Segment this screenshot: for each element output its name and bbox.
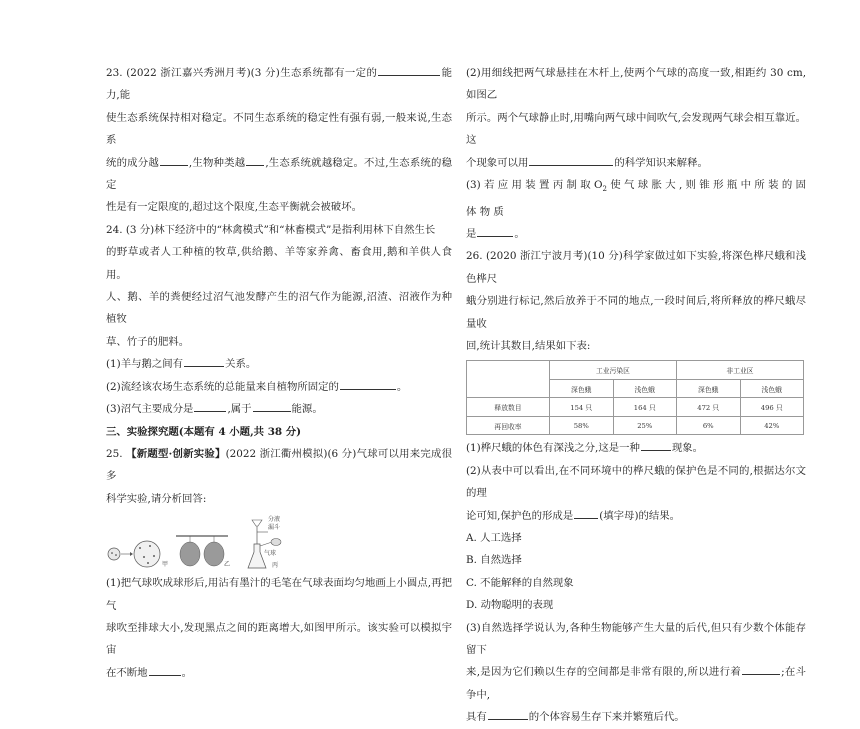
- q23-line-3c: ,生态系统就越稳定。不过,生态系统的稳定: [106, 156, 452, 192]
- table-cell: 472 只: [677, 398, 741, 417]
- q25-sub-3d: 。: [514, 227, 525, 240]
- q26-line-1: 26. (2020 浙江宁波月考)(10 分)科学家做过如下实验,将深色桦尺蛾和浅色桦尺: [466, 250, 806, 285]
- q23-line-1b: 能力,能: [106, 67, 453, 102]
- q26-blank-4[interactable]: [488, 708, 528, 720]
- table-col-header: 深色蛾: [677, 379, 741, 398]
- table-row: [467, 361, 804, 380]
- q23-line-3a: 统的成分越: [106, 156, 159, 169]
- q26-option-b[interactable]: B. 自然选择: [466, 554, 522, 567]
- q25-line-2: 科学实验,请分析回答:: [106, 492, 207, 505]
- table-corner-cell: [467, 361, 550, 398]
- q26-blank-2[interactable]: [574, 507, 598, 519]
- q26-sub-2c: (填字母)的结果。: [599, 509, 681, 522]
- q26-sub-3d: 具有: [466, 711, 487, 724]
- q26-sub-3e: 的个体容易生存下来并繁殖后代。: [528, 711, 685, 724]
- q25-sub-2a: (2)用细线把两气球悬挂在木杆上,使两个气球的高度一致,相距约 30 cm,如图乙: [466, 67, 806, 102]
- table-col-header: 深色蛾: [550, 379, 614, 398]
- q26-line-2: 蛾分别进行标记,然后放养于不同的地点,一段时间后,将所释放的桦尺蛾尽量收: [466, 295, 806, 330]
- q25-sub-2c: 个现象可以用: [466, 156, 529, 169]
- q26-option-d[interactable]: D. 动物聪明的表现: [466, 599, 554, 612]
- q23-blank-2[interactable]: [160, 154, 188, 166]
- question-26: [466, 245, 806, 728]
- q25-tag: 【新题型·创新实验】: [126, 447, 226, 460]
- q25-number: 25.: [106, 447, 127, 460]
- q25-sub-3b: 使 气 球 胀 大 , 则 锥 形 瓶 中 所 装 的 固 体 物 质: [466, 179, 806, 218]
- q25-blank-1[interactable]: [149, 664, 181, 676]
- q23-line-3b: ,生物种类越: [188, 156, 246, 169]
- figure-label-funnel-1: 分液: [268, 516, 281, 524]
- q24-sub-2b: 。: [396, 380, 408, 393]
- q24-line-4: 草、竹子的肥料。: [106, 335, 190, 348]
- q24-line-3: 人、鹅、羊的粪便经过沼气池发酵产生的沼气作为能源,沼渣、沼液作为种植牧: [106, 291, 452, 326]
- q24-sub-3c: 能源。: [291, 403, 323, 416]
- q25-sub-1b: 球吹至排球大小,发现黑点之间的距离增大,如图甲所示。该实验可以模拟宇宙: [106, 621, 452, 657]
- q24-blank-1[interactable]: [184, 355, 224, 367]
- table-row-label: 释放数目: [467, 398, 550, 417]
- table-cell: 42%: [740, 416, 804, 435]
- figure-label-jia: 甲: [162, 561, 169, 569]
- q23-blank-1[interactable]: [378, 64, 440, 76]
- q24-line-1: 24. (3 分)林下经济中的“林禽模式”和“林畜模式”是指利用林下自然生长: [106, 223, 436, 236]
- question-25: [106, 443, 452, 684]
- table-cell: 6%: [677, 416, 741, 435]
- q26-sub-3b: 来,是因为它们赖以生存的空间都是非常有限的,所以进行着: [466, 666, 742, 679]
- figure-label-bing: 丙: [272, 562, 279, 570]
- q25-sub-2d: 的科学知识来解释。: [614, 156, 708, 169]
- q26-line-3: 回,统计其数目,结果如下表:: [466, 339, 591, 352]
- q24-sub-1b: 关系。: [225, 358, 257, 371]
- q26-sub-3a: (3)自然选择学说认为,各种生物能够产生大量的后代,但只有少数个体能存留下: [466, 621, 806, 657]
- q26-blank-3[interactable]: [742, 663, 780, 675]
- table-row: [467, 398, 804, 417]
- figure-jia-balloons: [108, 541, 160, 567]
- q26-option-c[interactable]: C. 不能解释的自然现象: [466, 576, 574, 589]
- q25-sub-1c: 在不断地: [106, 666, 148, 679]
- table-cell: 58%: [550, 416, 614, 435]
- right-column: [466, 62, 806, 729]
- table-group-header-nonindustrial: 非工业区: [677, 361, 804, 380]
- q23-blank-3[interactable]: [246, 154, 264, 166]
- q25-figure: [106, 512, 452, 570]
- q25-blank-3[interactable]: [477, 225, 513, 237]
- q26-sub-2a: (2)从表中可以看出,在不同环境中的桦尺蛾的保护色是不同的,根据达尔文的理: [466, 464, 806, 500]
- moth-survey-table: [466, 360, 804, 435]
- q24-sub-3b: ,属于: [227, 403, 252, 416]
- question-25-continued: [466, 62, 806, 245]
- table-cell: 496 只: [740, 398, 804, 417]
- left-column: [106, 62, 452, 684]
- q26-blank-1[interactable]: [641, 439, 671, 451]
- q23-line-1: 23. (2022 浙江嘉兴秀洲月考)(3 分)生态系统都有一定的: [106, 67, 378, 79]
- q26-option-a[interactable]: A. 人工选择: [466, 531, 522, 544]
- q24-blank-4[interactable]: [253, 400, 291, 412]
- table-col-header: 浅色蛾: [613, 379, 677, 398]
- table-group-header-industrial: 工业污染区: [550, 361, 677, 380]
- q25-line-1b: (2022 浙江衢州模拟)(6 分)气球可以用来完成很多: [106, 447, 453, 483]
- q26-sub-2b: 论可知,保护色的形成是: [466, 509, 574, 522]
- table-row: [467, 416, 804, 435]
- figure-yi-balloons: [176, 536, 231, 569]
- table-cell: 164 只: [613, 398, 677, 417]
- q25-sub-1a: (1)把气球吹成球形后,用沾有墨汁的毛笔在气球表面均匀地画上小圆点,再把气: [106, 577, 452, 612]
- q26-sub-1a: (1)桦尺蛾的体色有深浅之分,这是一种: [466, 442, 640, 455]
- q24-sub-1a: (1)羊与鹅之间有: [106, 358, 184, 371]
- q26-sub-1b: 现象。: [671, 442, 704, 455]
- q24-sub-3a: (3)沼气主要成分是: [106, 403, 194, 416]
- q25-sub-2b: 所示。两个气球静止时,用嘴向两气球中间吹气,会发现两气球会相互靠近。这: [466, 111, 806, 147]
- table-col-header: 浅色蛾: [740, 379, 804, 398]
- figure-label-balloon: 气球: [264, 550, 277, 558]
- q25-sub-3c: 是: [466, 227, 477, 240]
- table-cell: 154 只: [550, 398, 614, 417]
- q24-blank-3[interactable]: [194, 400, 226, 412]
- figure-label-yi: 乙: [224, 561, 231, 569]
- question-23: [106, 62, 452, 219]
- q25-sub-1d: 。: [181, 666, 192, 679]
- q24-line-2: 的野草或者人工种植的牧草,供给鹅、羊等家养禽、畜食用,鹅和羊供人食用。: [106, 246, 452, 281]
- q25-sub-3-subscript: 2: [602, 185, 607, 194]
- q23-line-4: 性是有一定限度的,超过这个限度,生态平衡就会被破坏。: [106, 201, 362, 214]
- q25-sub-3a: (3) 若 应 用 装 置 丙 制 取 O: [466, 179, 603, 192]
- q26-sub-3c: ;在斗争中,: [466, 666, 806, 701]
- q24-sub-2a: (2)流经该农场生态系统的总能量来自植物所固定的: [106, 380, 339, 393]
- q24-blank-2[interactable]: [340, 378, 396, 390]
- q23-line-2: 使生态系统保持相对稳定。不同生态系统的稳定性有强有弱,一般来说,生态系: [106, 111, 452, 147]
- q25-blank-2[interactable]: [529, 154, 613, 166]
- figure-label-funnel-2: 漏斗: [268, 524, 281, 532]
- section-3-heading: 三、实验探究题(本题有 4 小题,共 38 分): [106, 425, 302, 438]
- question-24: [106, 219, 452, 421]
- table-row-label: 再回收率: [467, 416, 550, 435]
- table-cell: 25%: [613, 416, 677, 435]
